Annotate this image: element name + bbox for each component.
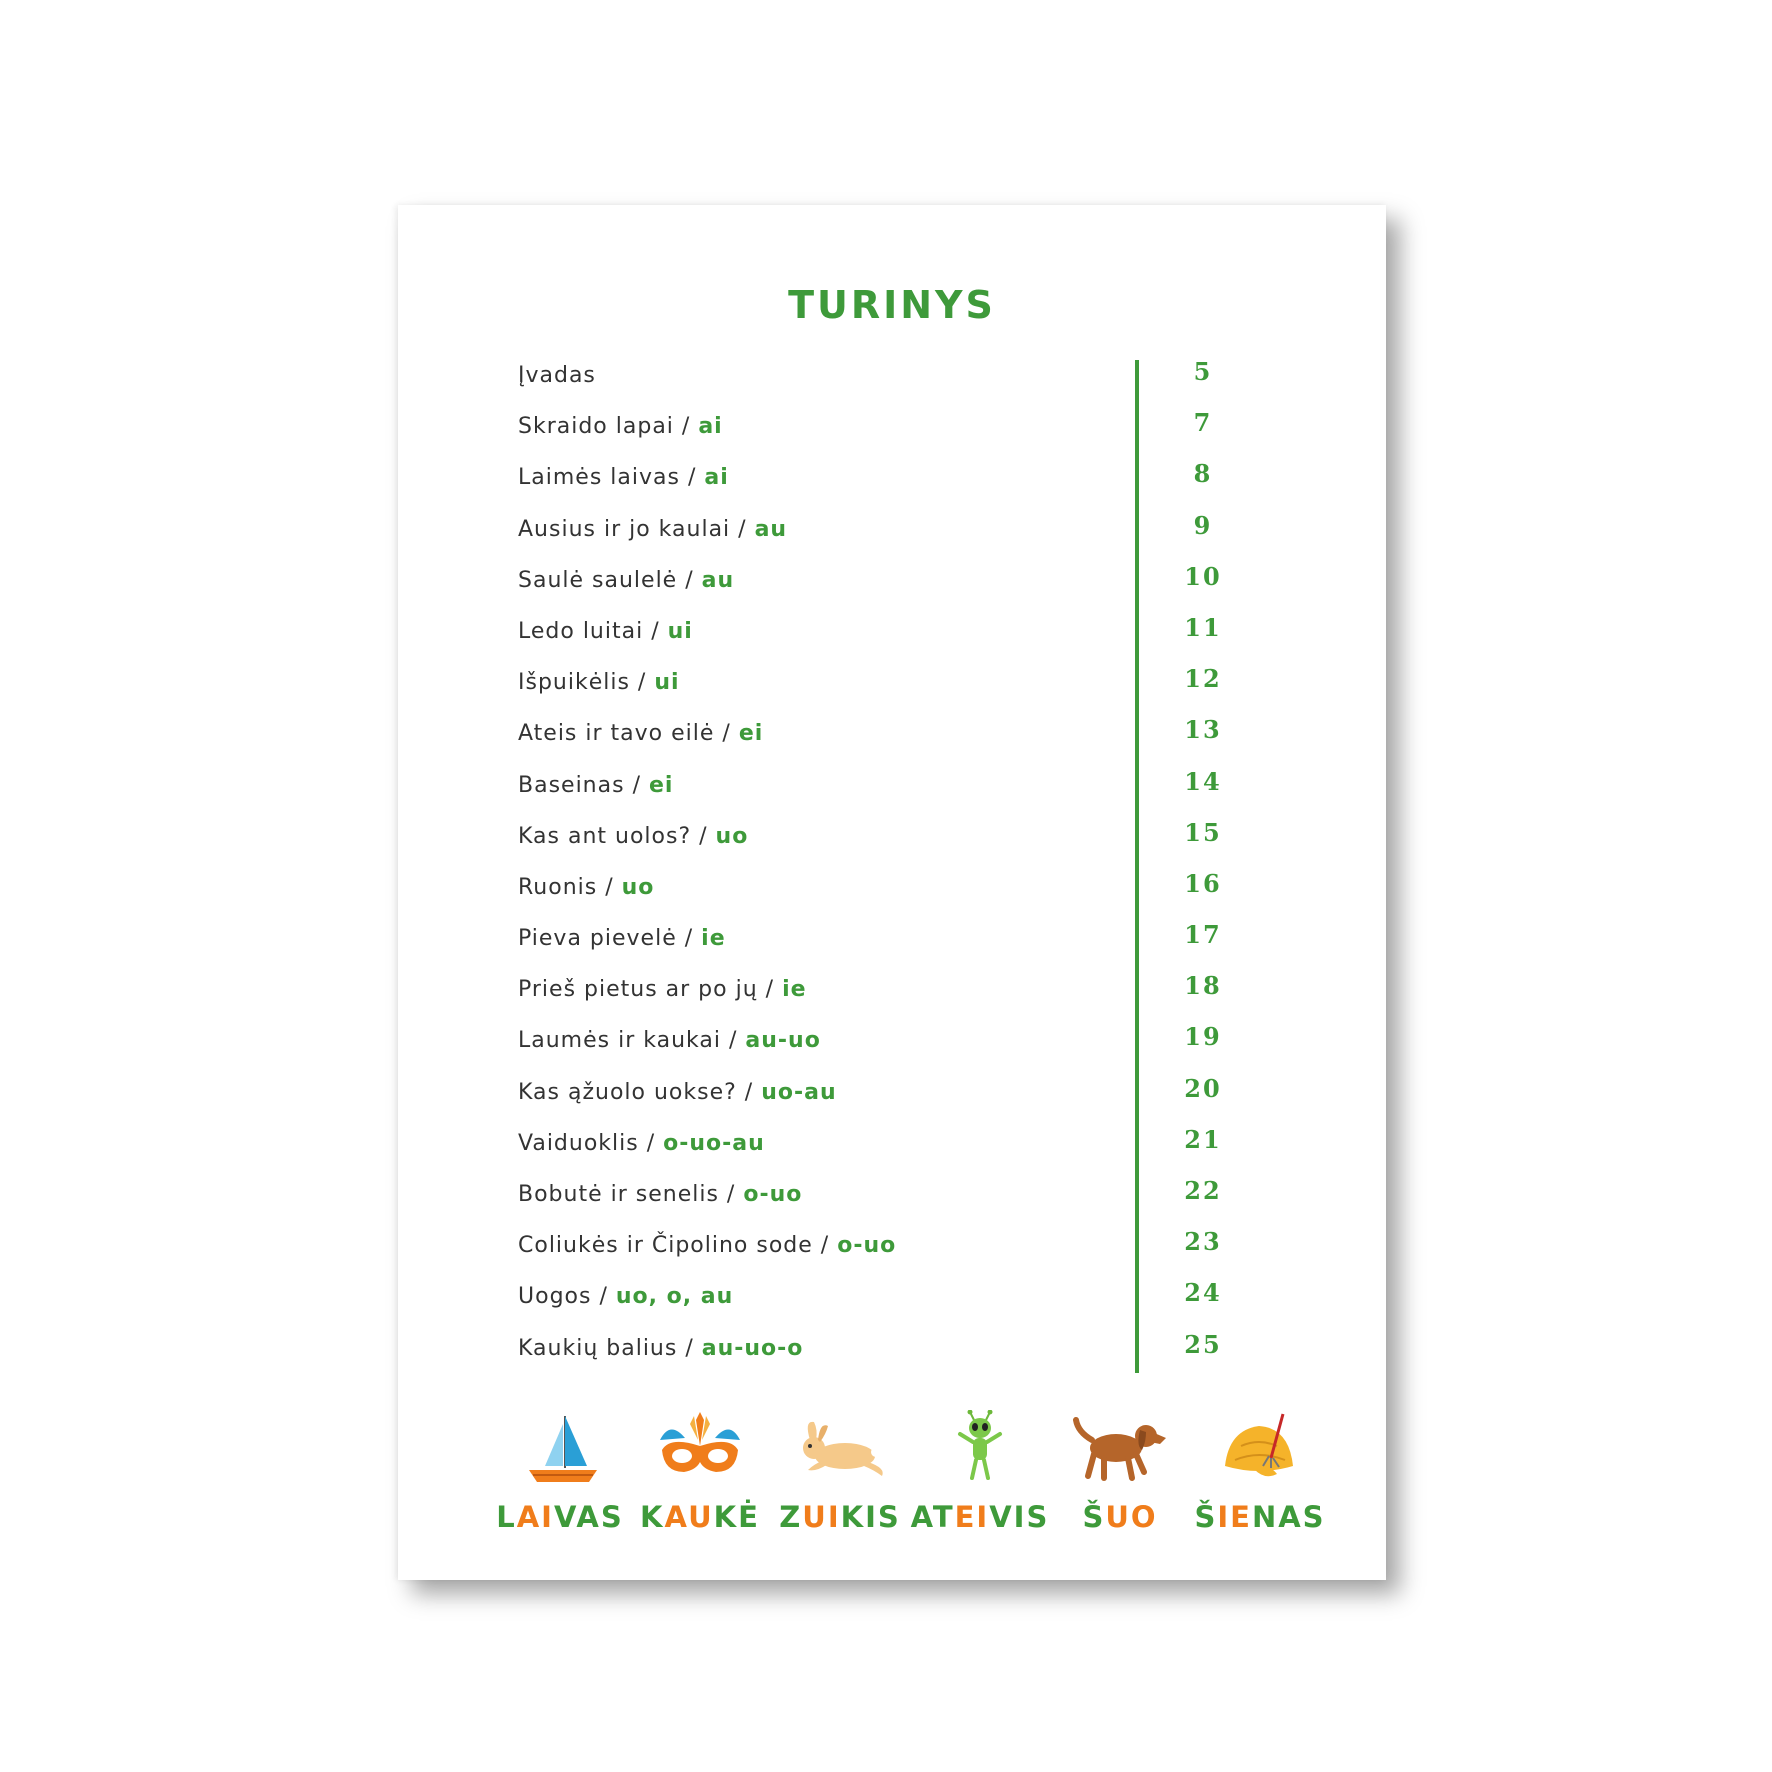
page-number: 20 xyxy=(1184,1073,1222,1103)
toc-row xyxy=(518,1174,1238,1225)
toc-entry-title xyxy=(518,1028,821,1053)
chapter-title: Pieva pievelė xyxy=(518,926,677,952)
vowel-pair: ie xyxy=(782,977,807,1003)
toc-row xyxy=(518,765,1238,816)
toc-row xyxy=(518,662,1238,713)
page-number: 15 xyxy=(1184,817,1222,847)
word-item-suo xyxy=(1050,1410,1190,1570)
chapter-title: Uogos xyxy=(518,1284,592,1310)
chapter-title: Coliukės ir Čipolino sode xyxy=(518,1233,813,1259)
separator: / xyxy=(677,1335,702,1361)
toc-entry-title xyxy=(518,977,807,1002)
word-suo: ŠUO xyxy=(1082,1500,1158,1534)
toc-row xyxy=(518,1123,1238,1174)
page-number: 22 xyxy=(1184,1176,1222,1205)
toc-entry-title xyxy=(518,414,723,439)
vowel-pair: au xyxy=(701,567,735,593)
chapter-title: Laumės ir kaukai xyxy=(518,1028,721,1054)
vowel-pair: uo xyxy=(621,874,655,900)
page-number: 19 xyxy=(1184,1022,1222,1052)
toc-entry-title xyxy=(518,926,726,951)
toc-entry-title xyxy=(518,1080,837,1105)
toc-entry-title xyxy=(518,721,763,746)
toc-divider xyxy=(1135,360,1139,1373)
vowel-pair: uo, o, au xyxy=(615,1284,734,1310)
separator: / xyxy=(718,1182,744,1207)
vowel-pair: au-uo xyxy=(745,1028,821,1054)
sailboat-icon xyxy=(515,1410,605,1490)
toc-entry-title xyxy=(518,568,734,593)
chapter-title: Baseinas xyxy=(518,772,625,798)
alien-icon xyxy=(940,1410,1020,1490)
vowel-pair: ei xyxy=(648,772,674,798)
separator: / xyxy=(673,414,699,440)
vowel-pair: uo-au xyxy=(761,1079,837,1105)
word-item-laivas xyxy=(490,1410,630,1570)
toc-entry-title xyxy=(518,1182,802,1207)
chapter-title: Ruonis xyxy=(518,874,598,900)
vowel-pair: ai xyxy=(704,465,729,491)
chapter-title: Ateis ir tavo eilė xyxy=(518,721,715,747)
separator: / xyxy=(679,465,705,491)
separator: / xyxy=(720,1028,746,1054)
separator: / xyxy=(677,567,702,593)
toc-row xyxy=(518,1225,1238,1276)
page-number: 8 xyxy=(1193,459,1213,489)
toc-entry-title xyxy=(518,1131,765,1156)
toc-row xyxy=(518,457,1238,508)
toc-entry-title xyxy=(518,1284,733,1309)
chapter-title: Kas ant uolos? xyxy=(518,823,692,849)
word-zuikis: ZUIKIS xyxy=(779,1500,901,1534)
page-number: 10 xyxy=(1184,561,1222,591)
page-number: 18 xyxy=(1184,971,1222,1001)
page-number: 17 xyxy=(1184,920,1222,950)
separator: / xyxy=(643,618,668,644)
toc-entry-title xyxy=(518,670,680,695)
toc-entry-title xyxy=(518,465,729,490)
separator: / xyxy=(591,1284,616,1310)
word-sienas: ŠIENAS xyxy=(1194,1500,1326,1534)
separator: / xyxy=(812,1233,838,1259)
word-kauke: KAUKĖ xyxy=(640,1500,760,1534)
vowel-pair: ie xyxy=(701,926,726,952)
separator: / xyxy=(691,823,716,849)
page-number: 9 xyxy=(1193,510,1213,540)
page-number: 23 xyxy=(1184,1227,1222,1257)
toc-row xyxy=(518,1020,1238,1071)
toc-row xyxy=(518,611,1238,662)
chapter-title: Kaukių balius xyxy=(518,1335,678,1361)
rabbit-icon xyxy=(790,1410,890,1490)
vowel-pair: au xyxy=(754,516,788,542)
chapter-title: Bobutė ir senelis xyxy=(518,1182,719,1207)
hay-icon xyxy=(1215,1410,1305,1490)
toc-row xyxy=(518,969,1238,1020)
vowel-pair: o-uo xyxy=(837,1233,897,1259)
page-number: 24 xyxy=(1184,1278,1222,1308)
word-item-ateivis xyxy=(910,1410,1050,1570)
separator: / xyxy=(730,516,755,542)
page-number: 13 xyxy=(1184,715,1222,745)
page-number: 14 xyxy=(1184,766,1222,796)
separator: / xyxy=(736,1079,762,1105)
chapter-title: Kas ąžuolo uokse? xyxy=(518,1079,737,1105)
vowel-pair: uo xyxy=(715,823,749,849)
chapter-title: Vaiduoklis xyxy=(518,1130,639,1156)
toc-entry-title xyxy=(518,875,654,900)
page-number: 25 xyxy=(1184,1329,1222,1359)
page-number: 5 xyxy=(1193,357,1213,386)
toc-row xyxy=(518,509,1238,560)
vowel-pair: au-uo-o xyxy=(701,1335,804,1361)
toc-row xyxy=(518,1072,1238,1123)
page-number: 7 xyxy=(1193,408,1213,438)
chapter-title: Ledo luitai xyxy=(518,618,644,644)
word-item-kauke xyxy=(630,1410,770,1570)
vowel-pair: ei xyxy=(738,721,764,747)
mask-icon xyxy=(650,1410,750,1490)
page-number: 16 xyxy=(1184,868,1222,898)
word-laivas: LAIVAS xyxy=(496,1500,624,1534)
separator: / xyxy=(629,670,655,696)
toc-entry-title xyxy=(518,619,693,644)
vowel-pair: ui xyxy=(667,618,693,644)
page-number: 21 xyxy=(1184,1124,1222,1154)
vowel-pair: o-uo xyxy=(743,1182,803,1207)
toc-row xyxy=(518,355,1238,406)
chapter-title: Skraido lapai xyxy=(518,414,674,440)
page-title: TURINYS xyxy=(788,283,996,327)
toc-row xyxy=(518,560,1238,611)
toc-entry-title xyxy=(518,363,596,388)
toc-row xyxy=(518,867,1238,918)
toc-entry-title xyxy=(518,1336,803,1361)
toc-row xyxy=(518,1328,1238,1379)
chapter-title: Ausius ir jo kaulai xyxy=(518,516,731,542)
vowel-pair: ui xyxy=(654,670,680,696)
separator: / xyxy=(676,926,702,952)
page-number: 12 xyxy=(1184,664,1222,694)
toc-row xyxy=(518,918,1238,969)
chapter-title: Laimės laivas xyxy=(518,465,680,491)
page-number: 11 xyxy=(1184,612,1222,642)
separator: / xyxy=(624,772,649,798)
chapter-title: Prieš pietus ar po jų xyxy=(518,977,758,1003)
separator: / xyxy=(597,874,622,900)
separator: / xyxy=(757,977,783,1003)
word-item-sienas xyxy=(1190,1410,1330,1570)
table-of-contents xyxy=(518,355,1238,1379)
vowel-pair: ai xyxy=(698,414,723,440)
chapter-title: Saulė saulelė xyxy=(518,567,678,593)
dog-icon xyxy=(1070,1410,1170,1490)
separator: / xyxy=(638,1130,664,1156)
toc-row xyxy=(518,406,1238,457)
separator: / xyxy=(714,721,739,747)
chapter-title: Išpuikėlis xyxy=(518,670,630,696)
toc-row xyxy=(518,816,1238,867)
vowel-words-strip xyxy=(490,1410,1326,1570)
toc-entry-title xyxy=(518,517,787,542)
toc-entry-title xyxy=(518,824,748,849)
word-item-zuikis xyxy=(770,1410,910,1570)
book-page xyxy=(398,205,1386,1580)
toc-entry-title xyxy=(518,773,673,798)
word-ateivis: ATEIVIS xyxy=(910,1500,1050,1534)
toc-row xyxy=(518,713,1238,764)
toc-entry-title xyxy=(518,1233,896,1258)
vowel-pair: o-uo-au xyxy=(663,1130,765,1156)
toc-row xyxy=(518,1276,1238,1327)
chapter-title: Įvadas xyxy=(518,363,596,388)
